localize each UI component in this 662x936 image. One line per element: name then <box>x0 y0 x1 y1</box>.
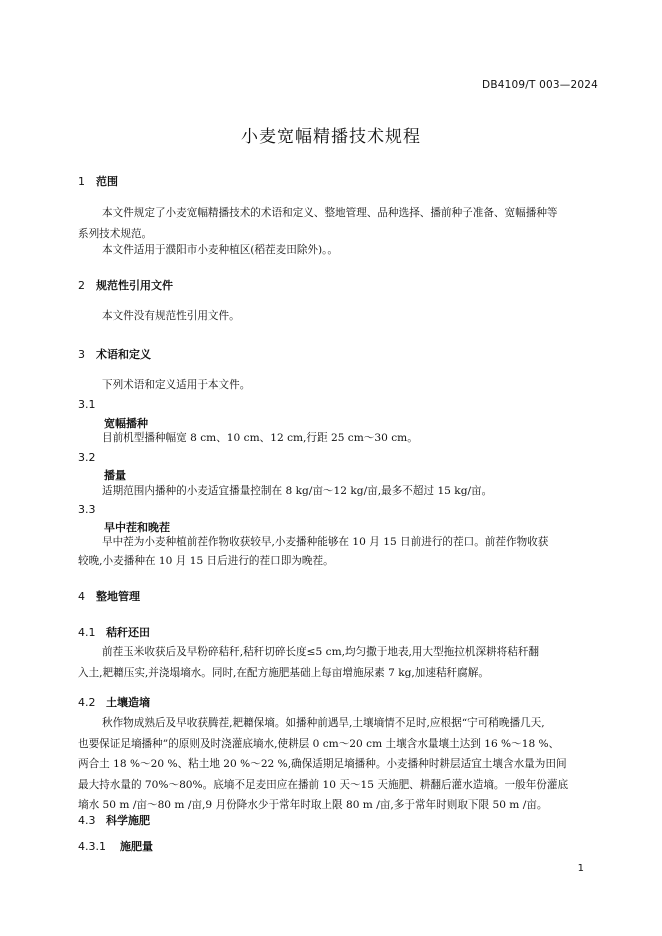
section-number: 2 <box>78 279 85 292</box>
standard-number: DB4109/T 003—2024 <box>482 79 598 91</box>
paragraph <box>78 375 600 396</box>
paragraph <box>78 203 600 261</box>
term-number: 3.1 <box>78 398 96 411</box>
text-line: 秋作物成熟后及早收获腾茬,耙耱保墒。如播种前遇旱,土壤墒情不足时,应根据“宁可稍晚播几天, <box>102 717 545 729</box>
section-title: 施肥量 <box>120 840 153 853</box>
term-definition <box>78 532 600 571</box>
text-line: 入土,耙耱压实,并浇塌墒水。同时,在配方施肥基础上每亩增施尿素 7 kg,加速秸秆腐解。 <box>78 666 489 679</box>
section-number: 1 <box>78 175 85 188</box>
text-line: 两合土 18 %～20 %、粘土地 20 %～22 %,确保适期足墒播种。小麦播种时耕层适宜土壤含水量为田间 <box>78 758 567 770</box>
term-number: 3.3 <box>78 503 96 516</box>
section-heading-4 <box>78 588 140 604</box>
term-name: 宽幅播种 <box>104 417 148 430</box>
text-line: 早中茬为小麦种植前茬作物收获较早,小麦播种能够在 10 月 15 日前进行的茬口。前茬作物收获 <box>102 536 549 548</box>
section-number: 4 <box>78 590 85 603</box>
term-definition <box>78 481 600 502</box>
section-number: 4.2 <box>78 696 96 709</box>
text-line: 较晚,小麦播种在 10 月 15 日后进行的茬口即为晚茬。 <box>78 554 334 567</box>
section-number: 4.3 <box>78 814 96 827</box>
subsection-heading-4-3-1 <box>78 838 153 854</box>
term-name: 早中茬和晚茬 <box>104 521 170 534</box>
page-number: 1 <box>577 863 584 874</box>
term-definition <box>78 428 600 449</box>
text-line: 本文件规定了小麦宽幅精播技术的术语和定义、整地管理、品种选择、播前种子准备、宽幅播种等 <box>102 207 558 219</box>
section-heading-1 <box>78 173 118 189</box>
subsection-heading-4-2 <box>78 694 150 710</box>
term-name: 播量 <box>104 469 126 482</box>
text-line: 目前机型播种幅宽 8 cm、10 cm、12 cm,行距 25 cm～30 cm。 <box>102 432 418 444</box>
text-line: 本文件适用于濮阳市小麦种植区(稻茬麦田除外)。。 <box>102 244 339 256</box>
subsection-heading-4-3 <box>78 812 150 828</box>
term-number: 3.2 <box>78 451 96 464</box>
section-number: 4.3.1 <box>78 840 106 853</box>
section-title: 土壤造墒 <box>106 696 150 709</box>
section-title: 规范性引用文件 <box>96 279 173 292</box>
text-line: 下列术语和定义适用于本文件。 <box>102 379 251 391</box>
paragraph <box>78 306 600 327</box>
text-line: 最大持水量的 70%～80%。底墒不足麦田应在播前 10 天～15 天施肥、耕翻后灌水造墒。一般年份灌底 <box>78 778 569 791</box>
section-number: 4.1 <box>78 626 96 639</box>
section-heading-3 <box>78 346 151 362</box>
section-title: 整地管理 <box>96 590 140 603</box>
section-title: 秸秆还田 <box>106 626 150 639</box>
section-title: 科学施肥 <box>106 814 150 827</box>
section-heading-2 <box>78 277 173 293</box>
text-line: 也要保证足墒播种”的原则及时浇灌底墒水,使耕层 0 cm～20 cm 土壤含水量壤土达到 16 %～18 %、 <box>78 737 560 750</box>
text-line: 本文件没有规范性引用文件。 <box>102 310 240 322</box>
subsection-heading-4-1 <box>78 624 150 640</box>
paragraph <box>78 642 600 683</box>
section-title: 范围 <box>96 175 118 188</box>
section-number: 3 <box>78 348 85 361</box>
section-title: 术语和定义 <box>96 348 151 361</box>
text-line: 适期范围内播种的小麦适宜播量控制在 8 kg/亩～12 kg/亩,最多不超过 15 kg/亩。 <box>102 485 493 497</box>
document-title: 小麦宽幅精播技术规程 <box>241 127 421 147</box>
text-line: 墒水 50 m /亩～80 m /亩,9 月份降水少于常年时取上限 80 m /亩,多于常年时则取下限 50 m /亩。 <box>78 799 548 811</box>
text-line: 系列技术规范。 <box>78 227 153 240</box>
text-line: 前茬玉米收获后及早粉碎秸秆,秸秆切碎长度≤5 cm,均匀撒于地表,用大型拖拉机深耕将秸秆翻 <box>102 646 540 658</box>
paragraph <box>78 713 600 816</box>
